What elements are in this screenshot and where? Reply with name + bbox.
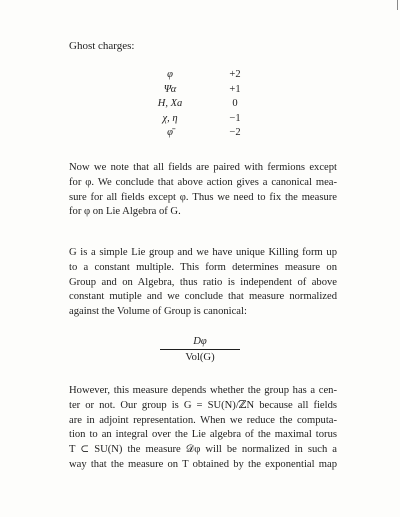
charge-value: +1: [229, 83, 241, 95]
text-line: G is a simple Lie group and we have unique Killing form up: [69, 247, 337, 258]
text-line: constant mutiple and we conclude that measure normalized: [69, 291, 337, 303]
charge-value: +2: [229, 69, 241, 80]
text-line: Now we note that all fields are paired with fermions except: [69, 162, 337, 173]
charge-row: [140, 68, 270, 83]
field-symbol: χ, η: [162, 112, 178, 124]
charge-value: −2: [229, 127, 241, 138]
text-line: sure for all fields except φ. Thus we need to fix the measure: [69, 191, 337, 203]
page-edge-mark: [397, 0, 398, 10]
text-line: T ⊂ SU(N) the measure 𝒟φ will be normalized in such a: [69, 444, 337, 456]
text-line: way that the measure on T obtained by the exponential map: [69, 458, 337, 470]
paragraph-fermion-pairing: [69, 161, 337, 220]
charge-row: [140, 83, 270, 98]
text-line: ter or not. Our group is G = SU(N)/ℤN because all fields: [69, 399, 337, 411]
paragraph-group-center: [69, 384, 337, 473]
charge-value: 0: [232, 98, 238, 109]
measure-formula: [160, 336, 240, 363]
field-symbol: Ψα: [163, 83, 177, 95]
text-line: against the Volume of Group is canonical:: [69, 306, 247, 318]
charge-row: [140, 112, 270, 127]
charge-row: [140, 126, 270, 141]
formula-denominator: Vol(G): [185, 352, 215, 363]
field-symbol: φ: [167, 69, 173, 80]
text-line: Group and on Algebra, thus ratio is independent of above: [69, 276, 337, 288]
text-line: are in adjoint representation. When we reduce the computa-: [69, 414, 337, 426]
paragraph-killing-form: [69, 246, 337, 320]
text-line: However, this measure depends whether the group has a cen-: [69, 385, 337, 396]
text-line: for φ. We conclude that above action gives a canonical mea-: [69, 176, 337, 188]
section-heading: Ghost charges:: [69, 40, 135, 52]
text-line: tion to an integral over the Lie algebra of the maximal torus: [69, 429, 337, 441]
field-symbol: φ̄: [167, 127, 173, 138]
charge-row: [140, 97, 270, 112]
text-line: to a constant multiple. This form determines measure on: [69, 261, 337, 273]
formula-numerator: Dφ: [160, 336, 240, 350]
text-line: for φ on Lie Algebra of G.: [69, 206, 181, 218]
charge-value: −1: [229, 112, 241, 124]
field-symbol: H, Xa: [157, 98, 183, 109]
ghost-charge-table: [140, 68, 270, 141]
